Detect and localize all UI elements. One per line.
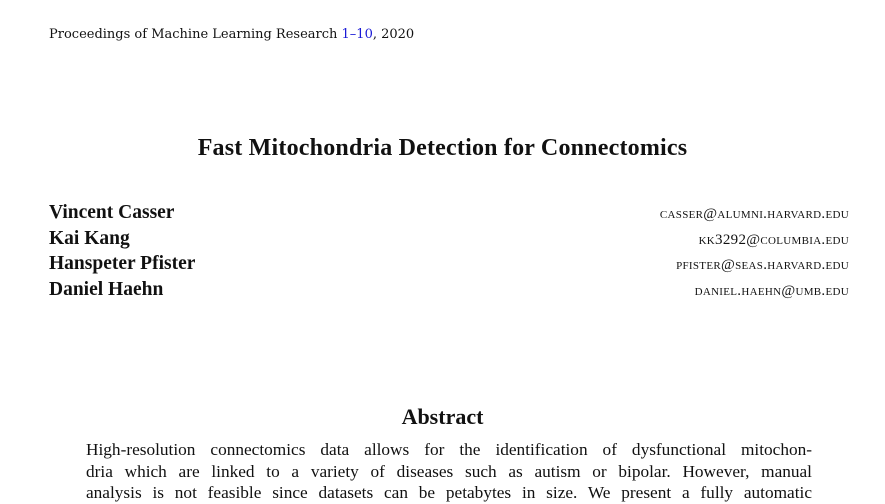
page-range-link[interactable]: 1–10 <box>341 27 373 42</box>
author-name: Hanspeter Pfister <box>49 253 196 274</box>
abstract-line: High-resolution connectomics data allows for the identification of dysfunctional mitochon- <box>86 440 812 459</box>
journal-name: Proceedings of Machine Learning Research <box>49 27 338 42</box>
running-header <box>49 27 414 42</box>
author-name: Vincent Casser <box>49 202 175 223</box>
author-email: casser@alumni.harvard.edu <box>659 206 849 222</box>
author-name: Daniel Haehn <box>49 278 164 300</box>
abstract-line: dria which are linked to a variety of diseases such as autism or bipolar. However, manual <box>86 461 812 481</box>
paper-title: Fast Mitochondria Detection for Connectomics <box>197 135 688 161</box>
author-email: kk3292@columbia.edu <box>698 231 849 248</box>
header-year: , 2020 <box>372 27 415 42</box>
author-row <box>49 253 849 279</box>
author-row <box>49 202 849 228</box>
abstract-heading: Abstract <box>401 404 484 429</box>
author-list <box>49 202 849 304</box>
author-email: daniel.haehn@umb.edu <box>694 282 849 299</box>
author-row <box>49 228 849 254</box>
author-email: pfister@seas.harvard.edu <box>676 257 849 273</box>
abstract-body <box>86 439 812 504</box>
author-row <box>49 279 849 305</box>
author-name: Kai Kang <box>49 227 130 249</box>
abstract-line: analysis is not feasible since datasets can be petabytes in size. We present a fully automatic <box>86 483 812 502</box>
